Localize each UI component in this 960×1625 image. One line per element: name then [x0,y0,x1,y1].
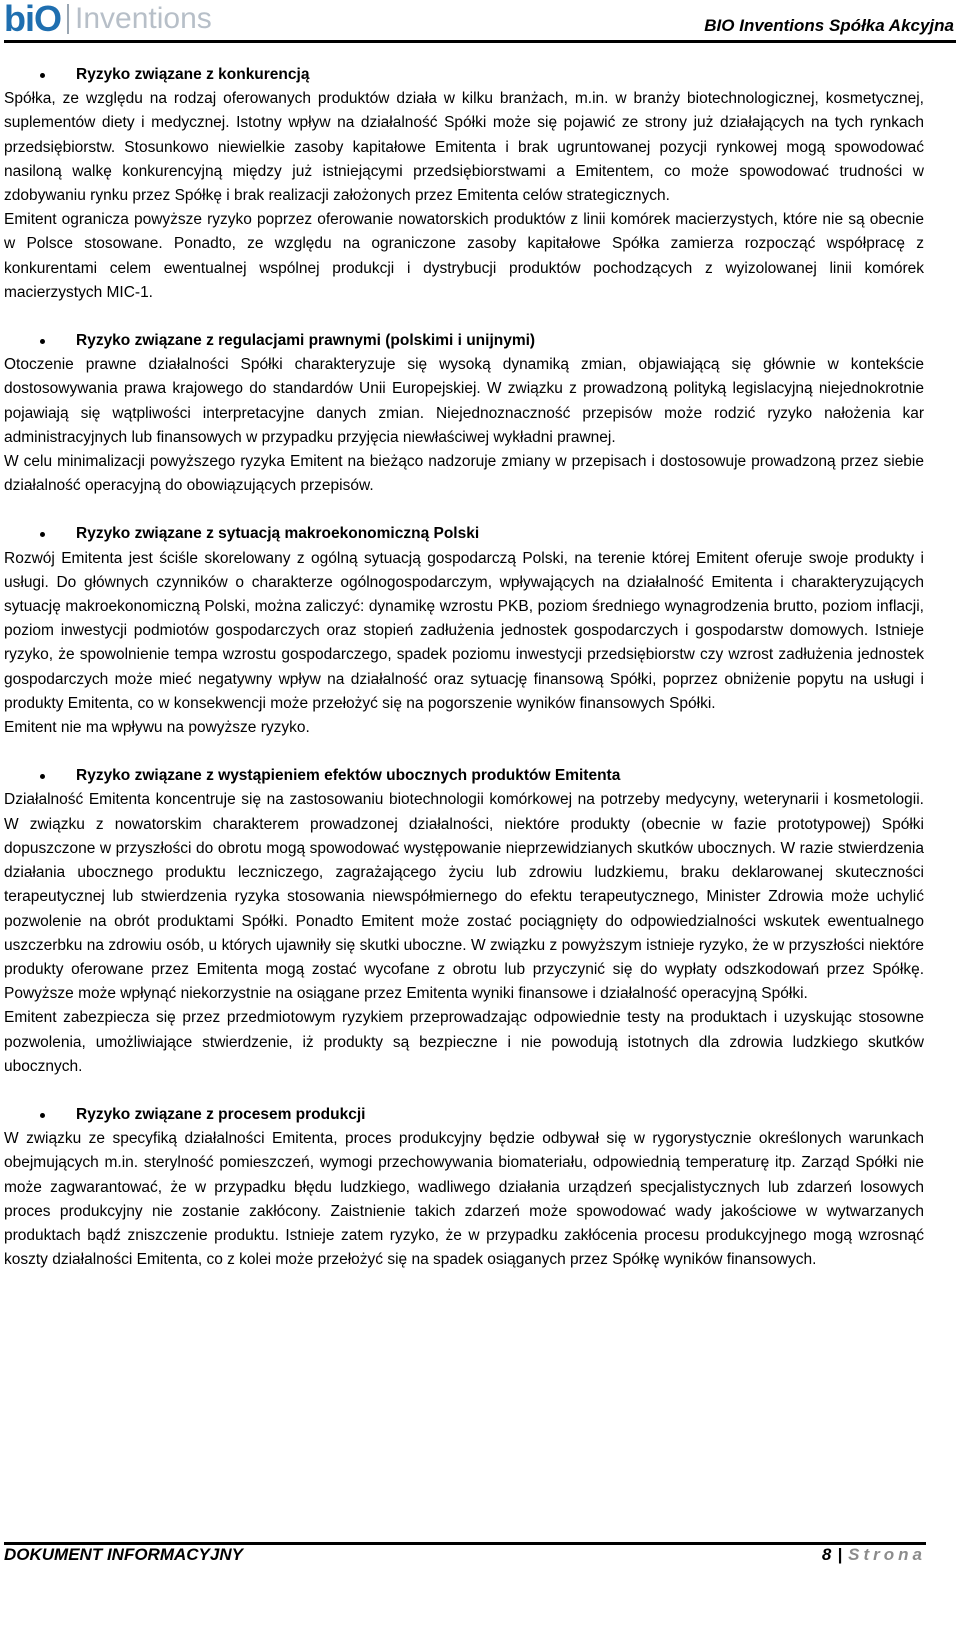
bullet-icon [40,532,45,537]
logo-divider [67,4,69,34]
section-heading-text: Ryzyko związane z wystąpieniem efektów ubocznych produktów Emitenta [76,767,621,785]
paragraph: W związku ze specyfiką działalności Emitenta, proces produkcyjny będzie odbywał się w rygorystycznie określonych warunkach obejmujących m.in. sterylność pomieszczeń, wymogi przechowywania biomateriału, odpowiednią temperaturę itp. Zarząd Spółki nie może zagwarantować, że w przypadku błędu ludzkiego, wadliwego działania urządzeń specjalistycznych lub zdarzeń losowych proces produkcyjny nie zostanie zakłócony. Zaistnienie takich zdarzeń może spowodować wady jakościowe w wytwarzanych produktach bądź zniszczenie produktu. Istnieje zatem ryzyko, że w przypadku zakłócenia procesu produkcyjnego mogą wzrosnąć koszty działalności Emitenta, co z kolei może przełożyć się na spadek osiąganych przez Spółkę wyników finansowych. [4,1130,924,1269]
paragraph: Otoczenie prawne działalności Spółki charakteryzuje się wysoką dynamiką zmian, objawiającą się głównie w kontekście dostosowywania prawa krajowego do standardów Unii Europejskiej. W związku z prowadzoną polityką legislacyjną niejednokrotnie pojawiają się wątpliwości interpretacyjne danych zmian. Niejednoznaczność przepisów może rodzić ryzyko nałożenia kar administracyjnych lub finansowych w przypadku przyjęcia niewłaściwej wykładni prawnej. [4,356,924,446]
section-heading-text: Ryzyko związane z sytuacją makroekonomiczną Polski [76,525,480,543]
section-legal-regulations [4,329,924,498]
section-heading-text: Ryzyko związane z procesem produkcji [76,1105,366,1123]
section-heading [4,63,924,87]
paragraph: Emitent ogranicza powyższe ryzyko poprzez oferowanie nowatorskich produktów z linii komórek macierzystych, które nie są obecnie w Polsce stosowane. Ponadto, ze względu na ograniczone zasoby kapitałowe Spółka zamierza rozpocząć współpracę z konkurentami celem ewentualnej wspólnej produkcji i dystrybucji produktów pochodzących z wyizolowanej linii komórek macierzystych MIC-1. [4,211,924,301]
section-heading [4,764,924,788]
paragraph: Działalność Emitenta koncentruje się na zastosowaniu biotechnologii komórkowej na potrzeby medycyny, weterynarii i kosmetologii. W związku z nowatorskim charakterem prowadzonej działalności, niektóre produkty (obecnie w fazie prototypowej) Spółki dopuszczone w przyszłości do obrotu mogą spowodować występowanie nieprzewidzianych skutków ubocznych. W razie stwierdzenia działania ubocznego produktu leczniczego, zagrażającego życiu lub zdrowiu ludzkiemu, braku deklarowanej skuteczności terapeutycznej lub stwierdzenia ryzyka stosowania niewspółmiernego do efektu terapeutycznego, Minister Zdrowia może uchylić pozwolenie na obrót produktami Spółki. Ponadto Emitent może zostać pociągnięty do odpowiedzialności wskutek ewentualnego uszczerbku na zdrowiu osób, u których ujawniły się skutki uboczne. W związku z powyższym istnieje ryzyko, że w przyszłości niektóre produkty oferowane przez Emitenta mogą zostać wycofane z obrotu lub przyczynić się do wypłaty odszkodowań przez Spółkę. Powyższe może wpłynąć niekorzystnie na osiągane przez Emitenta wyniki finansowe i działalność operacyjną Spółki. [4,791,924,1003]
logo-bio-text: biO [4,0,61,39]
page-footer [4,1542,926,1572]
page-word: Strona [848,1545,926,1564]
section-competition [4,63,924,305]
paragraph: Emitent zabezpiecza się przez przedmiotowym ryzykiem przeprowadzając odpowiednie testy na produktach i uzyskując stosowne pozwolenia, umożliwiające stwierdzenie, iż produkty są bezpieczne i nie powodują istotnych dla zdrowia ludzkiego skutków ubocznych. [4,1009,924,1075]
paragraph: Emitent nie ma wpływu na powyższe ryzyko. [4,719,310,737]
footer-separator: | [837,1545,843,1564]
page-header [4,0,956,42]
section-production-process [4,1103,924,1272]
footer-document-title: DOKUMENT INFORMACYJNY [4,1545,243,1564]
section-heading [4,1103,924,1127]
page-number: 8 [821,1545,832,1564]
section-heading [4,329,924,353]
section-side-effects [4,764,924,1079]
bullet-icon [40,73,45,78]
section-macroeconomic [4,522,924,740]
paragraph: W celu minimalizacji powyższego ryzyka Emitent na bieżąco nadzoruje zmiany w przepisach i dostosowuje prowadzoną przez siebie działalność operacyjną do obowiązujących przepisów. [4,453,924,495]
paragraph: Spółka, ze względu na rodzaj oferowanych produktów działa w kilku branżach, m.in. w branży biotechnologicznej, kosmetycznej, suplementów diety i medycznej. Istotny wpływ na działalność Spółki może się pojawić ze strony już działających na tych rynkach przedsiębiorstw. Stosunkowo niewielkie zasoby kapitałowe Emitenta i brak ugruntowanej pozycji rynkowej mogą spowodować nasiloną walkę konkurencyjną między już istniejącymi przedsiębiorstwami a Emitentem, co może spowodować trudności w zdobywaniu rynku przez Spółkę i brak realizacji założonych przez Emitenta celów strategicznych. [4,90,924,205]
section-heading-text: Ryzyko związane z konkurencją [76,66,310,83]
section-heading-text: Ryzyko związane z regulacjami prawnymi (polskimi i unijnymi) [76,332,536,350]
header-rule [4,40,956,43]
section-heading [4,522,924,546]
logo-inventions-text: Inventions [75,2,212,35]
header-company-name: BIO Inventions Spółka Akcyjna [704,16,954,35]
bullet-icon [40,774,45,779]
paragraph: Rozwój Emitenta jest ściśle skorelowany z ogólną sytuacją gospodarczą Polski, na terenie której Emitent oferuje swoje produkty i usługi. Do głównych czynników o charakterze ogólnogospodarczym, wpływających na działalność Emitenta i charakteryzujących sytuację makroekonomiczną Polski, można zaliczyć: dynamikę wzrostu PKB, poziom średniego wynagrodzenia brutto, poziom inflacji, poziom inwestycji podmiotów gospodarczych oraz stopień zadłużenia jednostek gospodarczych i gospodarstw domowych. Istnieje ryzyko, że spowolnienie tempa wzrostu gospodarczego, spadek poziomu inwestycji przedsiębiorstw czy wzrost zadłużenia jednostek gospodarczych może mieć negatywny wpływ na działalność oraz sytuację finansową Spółki, poprzez obniżenie popytu na usługi i produkty Emitenta, co w konsekwencji może przełożyć się na pogorszenie wyników finansowych Spółki. [4,549,924,712]
company-logo [4,0,212,38]
bullet-icon [40,339,45,344]
document-body [4,63,924,1296]
bullet-icon [40,1113,45,1118]
footer-page-indicator [822,1545,926,1565]
